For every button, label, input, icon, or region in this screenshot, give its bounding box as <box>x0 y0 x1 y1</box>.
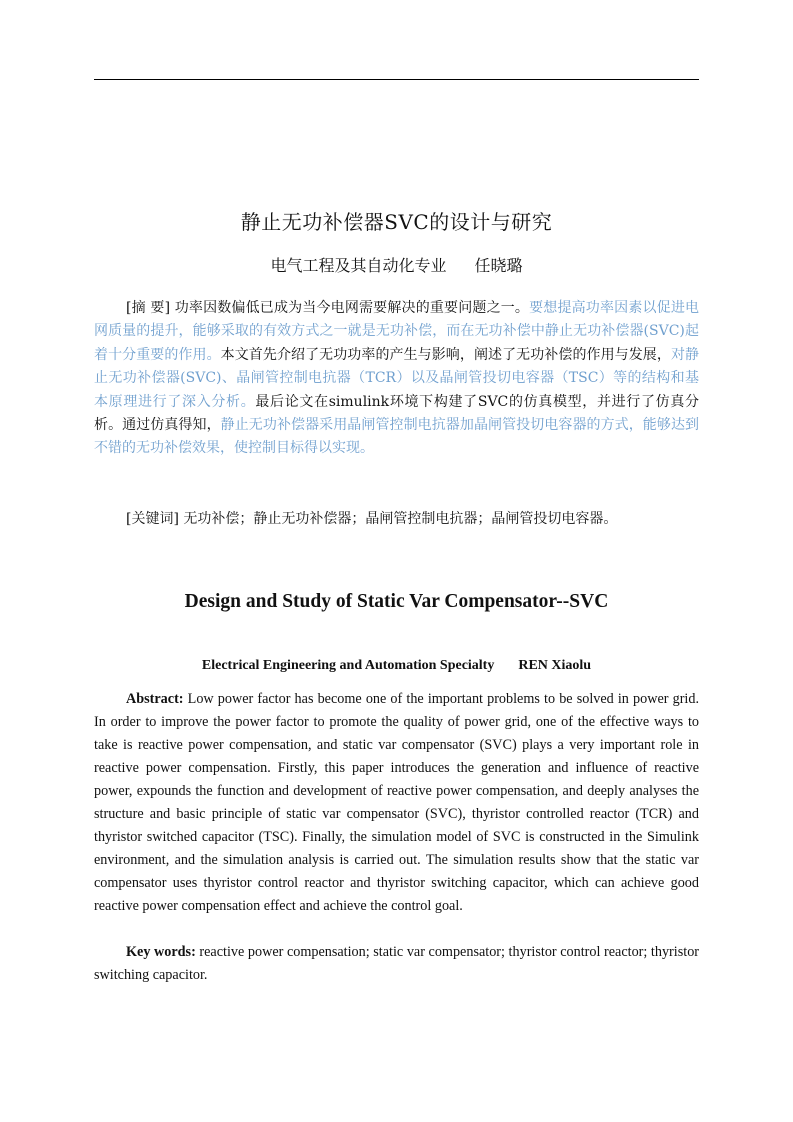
chinese-abstract <box>94 297 699 461</box>
english-author-name: REN Xiaolu <box>518 658 592 673</box>
english-abstract <box>94 688 699 918</box>
english-abstract-text: Low power factor has become one of the important problems to be solved in power grid. In order to improve the power factor to promote the quality of power grid, one of the effective ways to take is reactive power compensation, and static var compensator (SVC) plays a very important role in reactive power compensation. Firstly, this paper introduces the generation and influence of reactive power, expounds the function and development of reactive power compensation, and deeply analyses the structure and basic principle of static var compensator (SVC), thyristor controlled reactor (TCR) and thyristor switched capacitor (TSC). Finally, the simulation model of SVC is constructed in the Simulink environment, and the simulation analysis is carried out. The simulation results show that the static var compensator uses thyristor control reactor and thyristor switching capacitor, which can achieve good reactive power compensation effect and achieve the control goal. <box>94 691 699 914</box>
header-rule <box>94 79 699 80</box>
english-abstract-label: Abstract: <box>126 691 184 707</box>
chinese-abstract-text-2: 本文首先介绍了无功功率的产生与影响，阐述了无功补偿的作用与发展， <box>220 346 671 363</box>
english-keywords <box>94 941 699 987</box>
chinese-abstract-text-3: 最后论文在simulink环境下构建了SVC的仿真模型，并进行了仿真分析。通过仿真得知， <box>94 393 699 434</box>
chinese-title: 静止无功补偿器SVC的设计与研究 <box>240 210 553 234</box>
chinese-author-line <box>94 255 699 277</box>
chinese-keywords-label: [关键词] <box>126 511 179 527</box>
chinese-keywords <box>94 508 699 531</box>
chinese-abstract-highlight-2: 对静止无功补偿器(SVC)、晶闸管控制电抗器（TCR）以及晶闸管投切电容器（TSC）等的结构和基本原理进行了深入分析。 <box>94 346 700 410</box>
chinese-keywords-text: 无功补偿；静止无功补偿器；晶闸管控制电抗器；晶闸管投切电容器。 <box>183 511 618 527</box>
chinese-author-name: 任晓璐 <box>474 256 523 275</box>
english-title: Design and Study of Static Var Compensator--SVC <box>184 591 609 612</box>
chinese-abstract-highlight-1: 要想提高功率因素以促进电网质量的提升，能够采取的有效方式之一就是无功补偿，而在无功补偿中静止无功补偿器(SVC)起着十分重要的作用。 <box>94 300 700 363</box>
chinese-major: 电气工程及其自动化专业 <box>270 256 447 275</box>
chinese-abstract-text-1: 功率因数偏低已成为当今电网需要解决的重要问题之一。 <box>174 300 530 316</box>
english-keywords-text: reactive power compensation; static var compensator; thyristor control reactor; thyristor switching capacitor. <box>94 944 700 983</box>
english-major: Electrical Engineering and Automation Specialty <box>201 658 495 673</box>
english-author-line <box>94 656 699 676</box>
chinese-abstract-highlight-3: 静止无功补偿器采用晶闸管控制电抗器加晶闸管投切电容器的方式，能够达到不错的无功补偿效果，使控制目标得以实现。 <box>94 417 700 457</box>
chinese-abstract-label: [摘 要] <box>126 300 171 316</box>
english-keywords-label: Key words: <box>126 944 196 960</box>
